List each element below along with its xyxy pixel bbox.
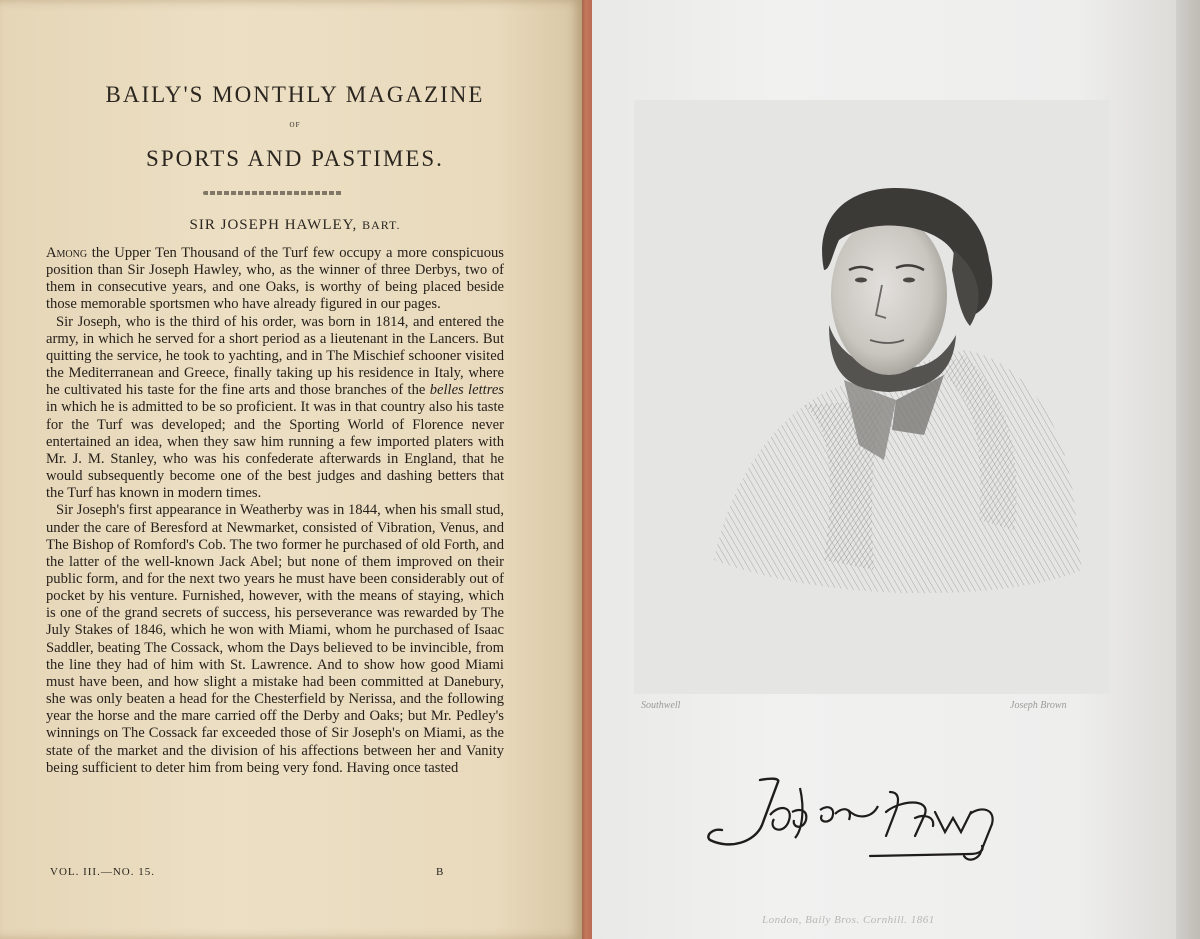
ornamental-rule [203, 191, 343, 195]
masthead-of: OF [289, 121, 301, 129]
article-title-name: SIR JOSEPH HAWLEY, [189, 217, 358, 233]
paragraph-1-text: the Upper Ten Thousand of the Turf few occupy a more conspicuous position than Sir Joseph Hawley, who, as the winner of three Derbys, two of them in consecutive years, and one Oaks, is worthy of being placed beside those memorable sportsmen who have already figured in our pages. [46, 245, 504, 313]
paragraph-2-italic: belles lettres [429, 382, 504, 399]
paragraph-3: Sir Joseph's first appearance in Weatherby was in 1844, when his small stud, under the care of Beresford at Newmarket, consisted of Vibration, Venus, and The Bishop of Romford's Cob. The two former he purchased of old Forth, and the latter of the well-known Jack Abel; but none of them improved on their public form, and for the next two years he must have been considerably out of pocket by his venture. Furnished, however, with the means of staying, which is one of the grand secrets of success, his perseverance was rewarded by The July Stakes of 1846, which he won with Miami, whom he purchased of Isaac Saddler, beating The Cossack, whom the Days believed to be invincible, from the line they had of him with St. Lawrence. And to show how good Miami must have been, and how slight a mistake had been committed at Danebury, she was only beaten a head for the Chesterfield by Nerissa, and the following year the horse and the mare carried off the Derby and Oaks; but Mr. Pedley's winnings on The Cossack far exceeded those of Sir Joseph's on Miami, as the state of the market and the division of his affections between her and Vanity being sufficient to deter him from being very fond. Having once tasted [46, 502, 504, 776]
handwritten-signature [700, 770, 1020, 875]
volume-footer: VOL. III.—NO. 15. [50, 866, 155, 878]
paragraph-1 [46, 245, 504, 314]
book-spine [582, 0, 592, 939]
paragraph-2-text-b: in which he is admitted to be so proficient. It was in that country also his taste for the Turf was developed; and the Sporting World of Florence never entertained an idea, when they saw him running a few imported platers with Mr. J. M. Stanley, who was his confederate afterwards in England, that he would subsequently become one of the best judges and dashing betters that the Turf has known in modern times. [46, 399, 504, 502]
article-body [46, 245, 504, 777]
publisher-line: London, Baily Bros. Cornhill. 1861 [762, 914, 935, 926]
paragraph-2 [46, 314, 504, 503]
engraver-credit-right: Joseph Brown [1010, 700, 1067, 711]
article-title-suffix: BART. [362, 218, 401, 232]
signature-mark: B [436, 866, 444, 878]
engraver-credit-left: Southwell [641, 700, 681, 711]
masthead-title: BAILY'S MONTHLY MAGAZINE [105, 82, 485, 107]
paragraph-1-lead: Among [46, 245, 88, 261]
masthead-subtitle: SPORTS AND PASTIMES. [146, 146, 444, 171]
signature-graphic [700, 770, 1020, 870]
portrait-plate [634, 100, 1110, 694]
portrait-engraving [634, 100, 1110, 694]
page-edge [1176, 0, 1200, 939]
paragraph-2-text-a: Sir Joseph, who is the third of his order, was born in 1814, and entered the army, in which he served for a short period as a lieutenant in the Lancers. But quitting the service, he took to yachting, and in The Mischief schooner visited the Mediterranean and Greece, finally taking up his residence in Italy, where he cultivated his taste for the fine arts and those branches of the [46, 313, 504, 399]
article-title [40, 217, 550, 234]
